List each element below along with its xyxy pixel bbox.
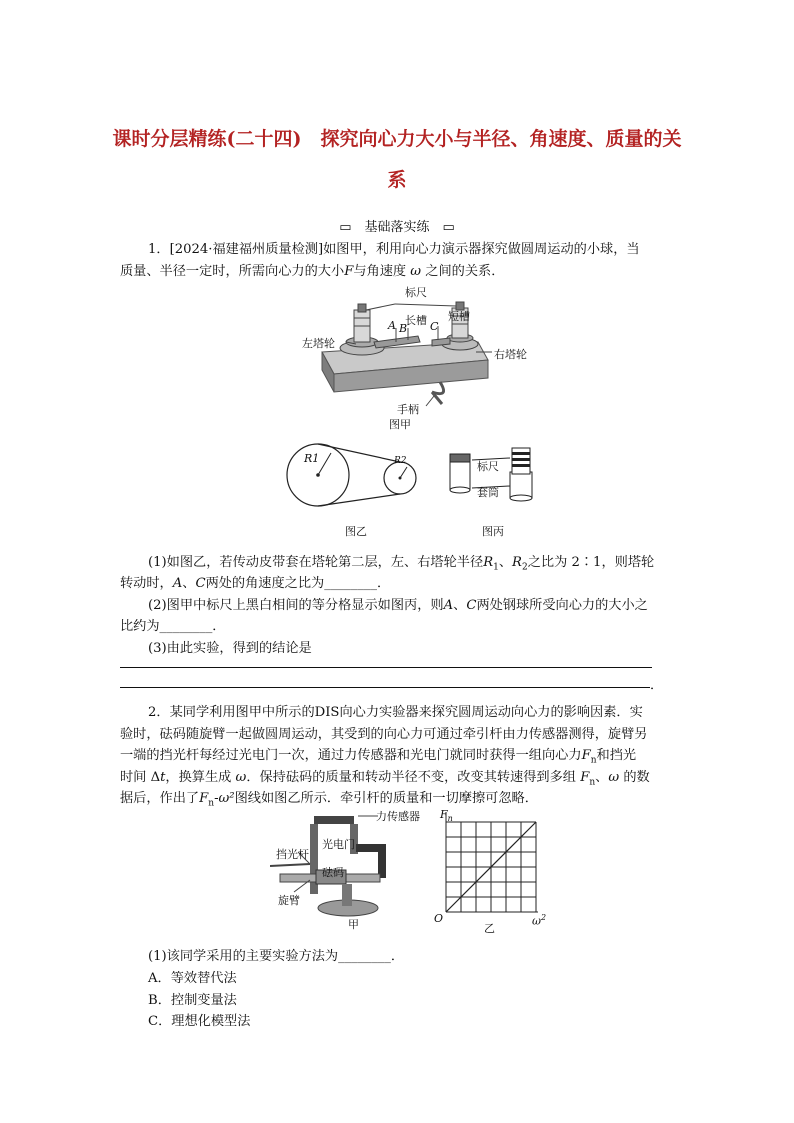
label-changcao: 长槽: [405, 314, 427, 327]
label-biaochi: 标尺: [405, 286, 427, 299]
label-duancao: 短槽: [448, 310, 470, 323]
label-A: A: [388, 319, 396, 332]
figure-jia-caption-2: 甲: [348, 918, 359, 931]
q2-line-3: 一端的挡光杆每经过光电门一次，通过力传感器和光电门就同时获得一组向心力$F_n$和挡光: [120, 748, 637, 766]
q1-sub1-line-2: 转动时，A、C两处的角速度之比为________．: [120, 576, 391, 591]
label-biaochi-2: 标尺: [477, 460, 499, 473]
q1-sub3: (3)由此实验，得到的结论是: [148, 641, 312, 656]
q1-line-1: 1．[2024·福建福州质量检测]如图甲，利用向心力演示器探究做圆周运动的小球，当: [148, 242, 640, 257]
label-shoubing: 手柄: [397, 403, 419, 416]
figure-yi-caption: 图乙: [345, 525, 367, 538]
section-marker-right-icon: ▭: [442, 220, 455, 235]
figure-dis-apparatus: [270, 808, 430, 928]
label-R2: R2: [394, 456, 407, 466]
graph-origin-label: O: [434, 912, 444, 925]
option-b: B．控制变量法: [148, 993, 237, 1008]
answer-line-2: [120, 687, 650, 688]
answer-end-dot: ．: [650, 678, 664, 693]
figure-jia-caption: 图甲: [389, 418, 411, 431]
label-dangguanggan: 挡光杆: [276, 848, 309, 861]
q2-line-2: 验时，砝码随旋臂一起做圆周运动，其受到的向心力可通过牵引杆由力传感器测得，旋臂另: [120, 727, 648, 742]
page-title: 课时分层精练(二十四) 探究向心力大小与半径、角速度、质量的关: [112, 128, 682, 150]
q2-sub1: (1)该同学采用的主要实验方法为________．: [148, 949, 405, 964]
label-B: B: [399, 322, 408, 335]
figure-bing-caption: 图丙: [482, 525, 504, 538]
option-c: C．理想化模型法: [148, 1014, 251, 1029]
q2-line-1: 2．某同学利用图甲中所示的DIS向心力实验器来探究圆周运动向心力的影响因素．实: [148, 705, 643, 720]
answer-line-1: [120, 667, 652, 668]
figure-fn-omega-graph: [434, 808, 554, 930]
label-guangdianmen: 光电门: [322, 838, 355, 851]
page-title-continued: 系: [387, 169, 407, 191]
graph-y-label: $F_n$: [440, 808, 453, 824]
q1-line-2: 质量、半径一定时，所需向心力的大小F与角速度 ω 之间的关系．: [120, 264, 505, 279]
label-taotong: 套筒: [477, 486, 499, 499]
graph-x-label: $\omega^2$: [532, 913, 547, 928]
q2-line-4: 时间 Δt，换算生成 ω．保持砝码的质量和转动半径不变，改变其转速得到多组 $F_n$、ω 的数: [120, 770, 650, 788]
label-R1: R1: [304, 452, 320, 465]
q2-line-5: 据后，作出了$F_n-\omega^2$图线如图乙所示．牵引杆的质量和一切摩擦可忽略．: [120, 791, 538, 809]
section-heading: [0, 216, 794, 235]
option-a: A．等效替代法: [148, 971, 237, 986]
q1-sub2-line-2: 比约为________．: [120, 619, 226, 634]
q1-sub1-line-1: (1)如图乙，若传动皮带套在塔轮第二层，左、右塔轮半径$R_1$、$R_2$之比为 2∶1，则塔轮: [148, 555, 655, 573]
label-zuotalun: 左塔轮: [302, 337, 335, 350]
label-fama: 砝码: [322, 866, 344, 879]
label-lichuanganqi: 力传感器: [376, 810, 420, 823]
figure-belt-pulleys: [282, 440, 422, 510]
label-C: C: [430, 320, 439, 333]
q1-sub2-line-1: (2)图甲中标尺上黑白相间的等分格显示如图丙，则A、C两处钢球所受向心力的大小之: [148, 598, 648, 613]
section-title: 基础落实练: [351, 220, 443, 235]
figure-yi-caption-2: 乙: [484, 922, 495, 935]
label-youtalun: 右塔轮: [494, 348, 527, 361]
label-xuanbi: 旋臂: [278, 894, 300, 907]
section-marker-left-icon: ▭: [339, 220, 352, 235]
